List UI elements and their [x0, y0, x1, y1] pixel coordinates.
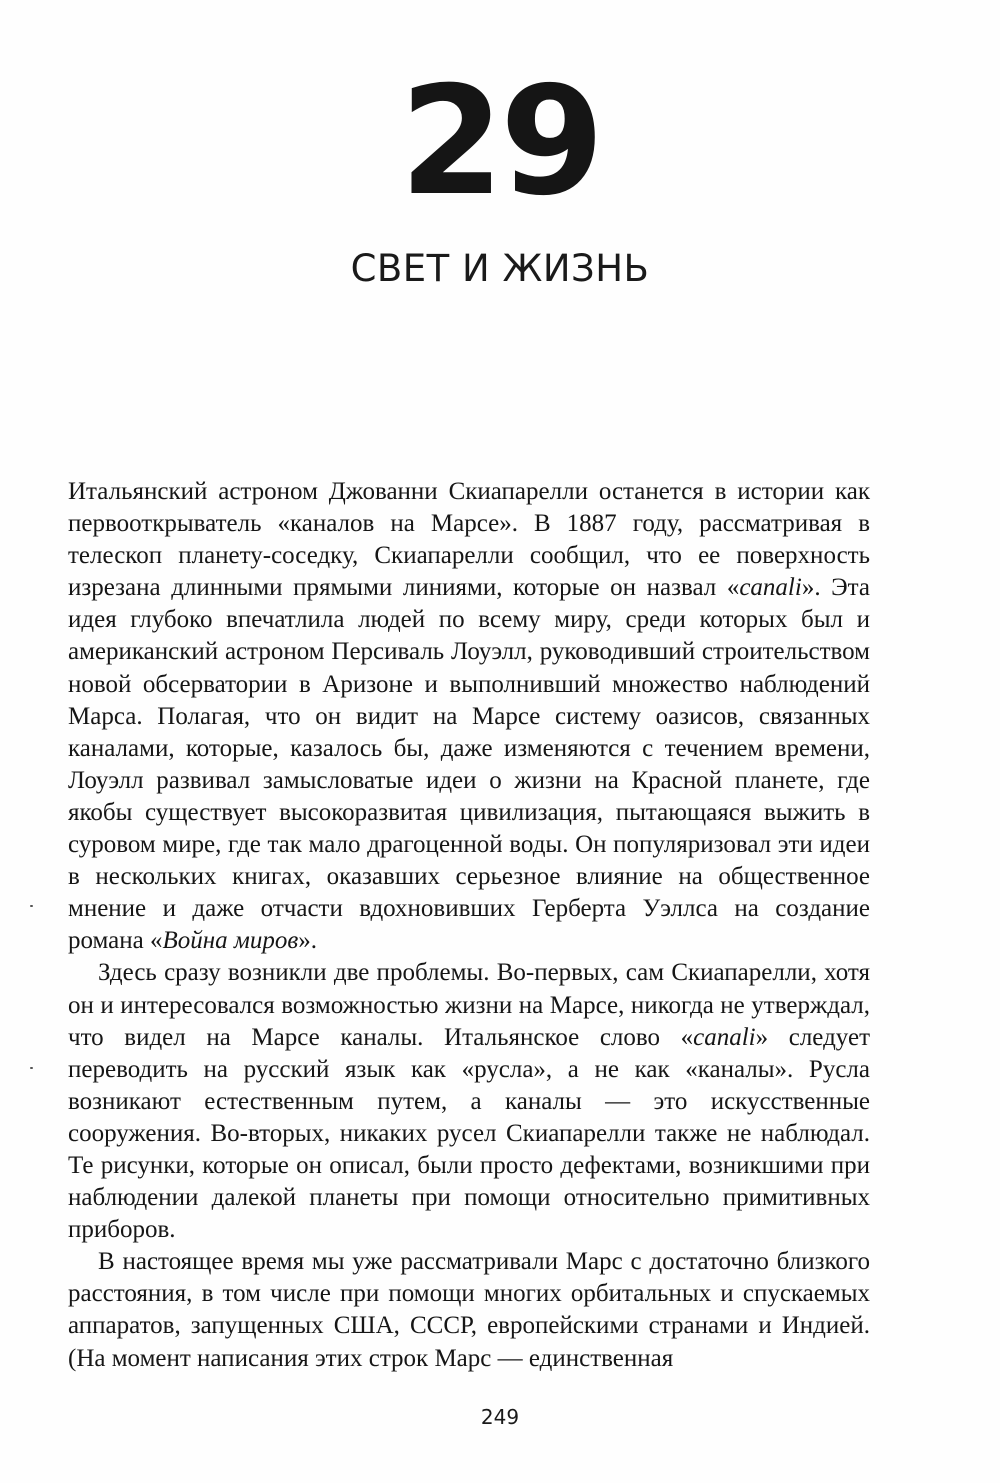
- page-number: 249: [480, 1405, 520, 1429]
- paragraph-2-text-b: » следует переводить на русский язык как «русла», а не как «каналы». Русла возникают естественным путем, а каналы — это искусственные сооружения. Во-вторых, никаких русел Скиапарелли также не наблюдал. Те рисунки, которые он описал, были просто дефектами, возникшими при наблюдении далекой планеты при помощи относительно примитивных приборов.: [68, 1023, 870, 1244]
- scan-speck: [30, 905, 33, 907]
- paragraph-2: [68, 957, 870, 1246]
- chapter-body: [68, 476, 870, 1375]
- paragraph-3: [68, 1246, 870, 1374]
- chapter-number: 29: [399, 55, 601, 229]
- scan-speck: [30, 1067, 33, 1069]
- paragraph-2-text-a: Здесь сразу возникли две проблемы. Во-первых, сам Скиапарелли, хотя он и интересовался возможностью жизни на Марсе, никогда не утверждал, что видел на Марсе каналы. Итальянское слово «: [68, 959, 870, 1051]
- paragraph-2-italic-canali: canali: [693, 1023, 756, 1051]
- paragraph-3-text: В настоящее время мы уже рассматривали Марс с достаточно близкого расстояния, в том числе при помощи многих орбитальных и спускаемых аппаратов, запущенных США, СССР, европейскими странами и Индией. (На момент написания этих строк Марс — единственная: [68, 1248, 870, 1372]
- paragraph-1-italic-canali: canali: [739, 574, 802, 602]
- paragraph-1-text-a: Итальянский астроном Джованни Скиапарелли останется в истории как первооткрыватель «каналов на Марсе». В 1887 году, рассматривая в телескоп планету-соседку, Скиапарелли сообщил, что ее поверхность изрезана длинными прямыми линиями, которые он назвал «: [68, 478, 870, 602]
- chapter-title: СВЕТ И ЖИЗНЬ: [350, 247, 650, 290]
- paragraph-1: [68, 476, 870, 957]
- paragraph-1-text-b: ». Эта идея глубоко впечатлила людей по всему миру, среди которых был и американский астроном Персиваль Лоуэлл, руководивший строительством новой обсерватории в Аризоне и выполнивший множество наблюдений Марса. Полагая, что он видит на Марсе систему оазисов, связанных каналами, которые, казалось бы, даже изменяются с течением времени, Лоуэлл развивал замысловатые идеи о жизни на Красной планете, где якобы существует высокоразвитая цивилизация, пытающаяся выжить в суровом мире, где так мало драгоценной воды. Он популяризовал эти идеи в нескольких книгах, оказавших серьезное влияние на общественное мнение и даже отчасти вдохновивших Герберта Уэллса на создание романа «: [68, 574, 870, 955]
- paragraph-1-text-c: ».: [298, 927, 317, 955]
- paragraph-1-italic-novel-title: Война миров: [162, 927, 299, 955]
